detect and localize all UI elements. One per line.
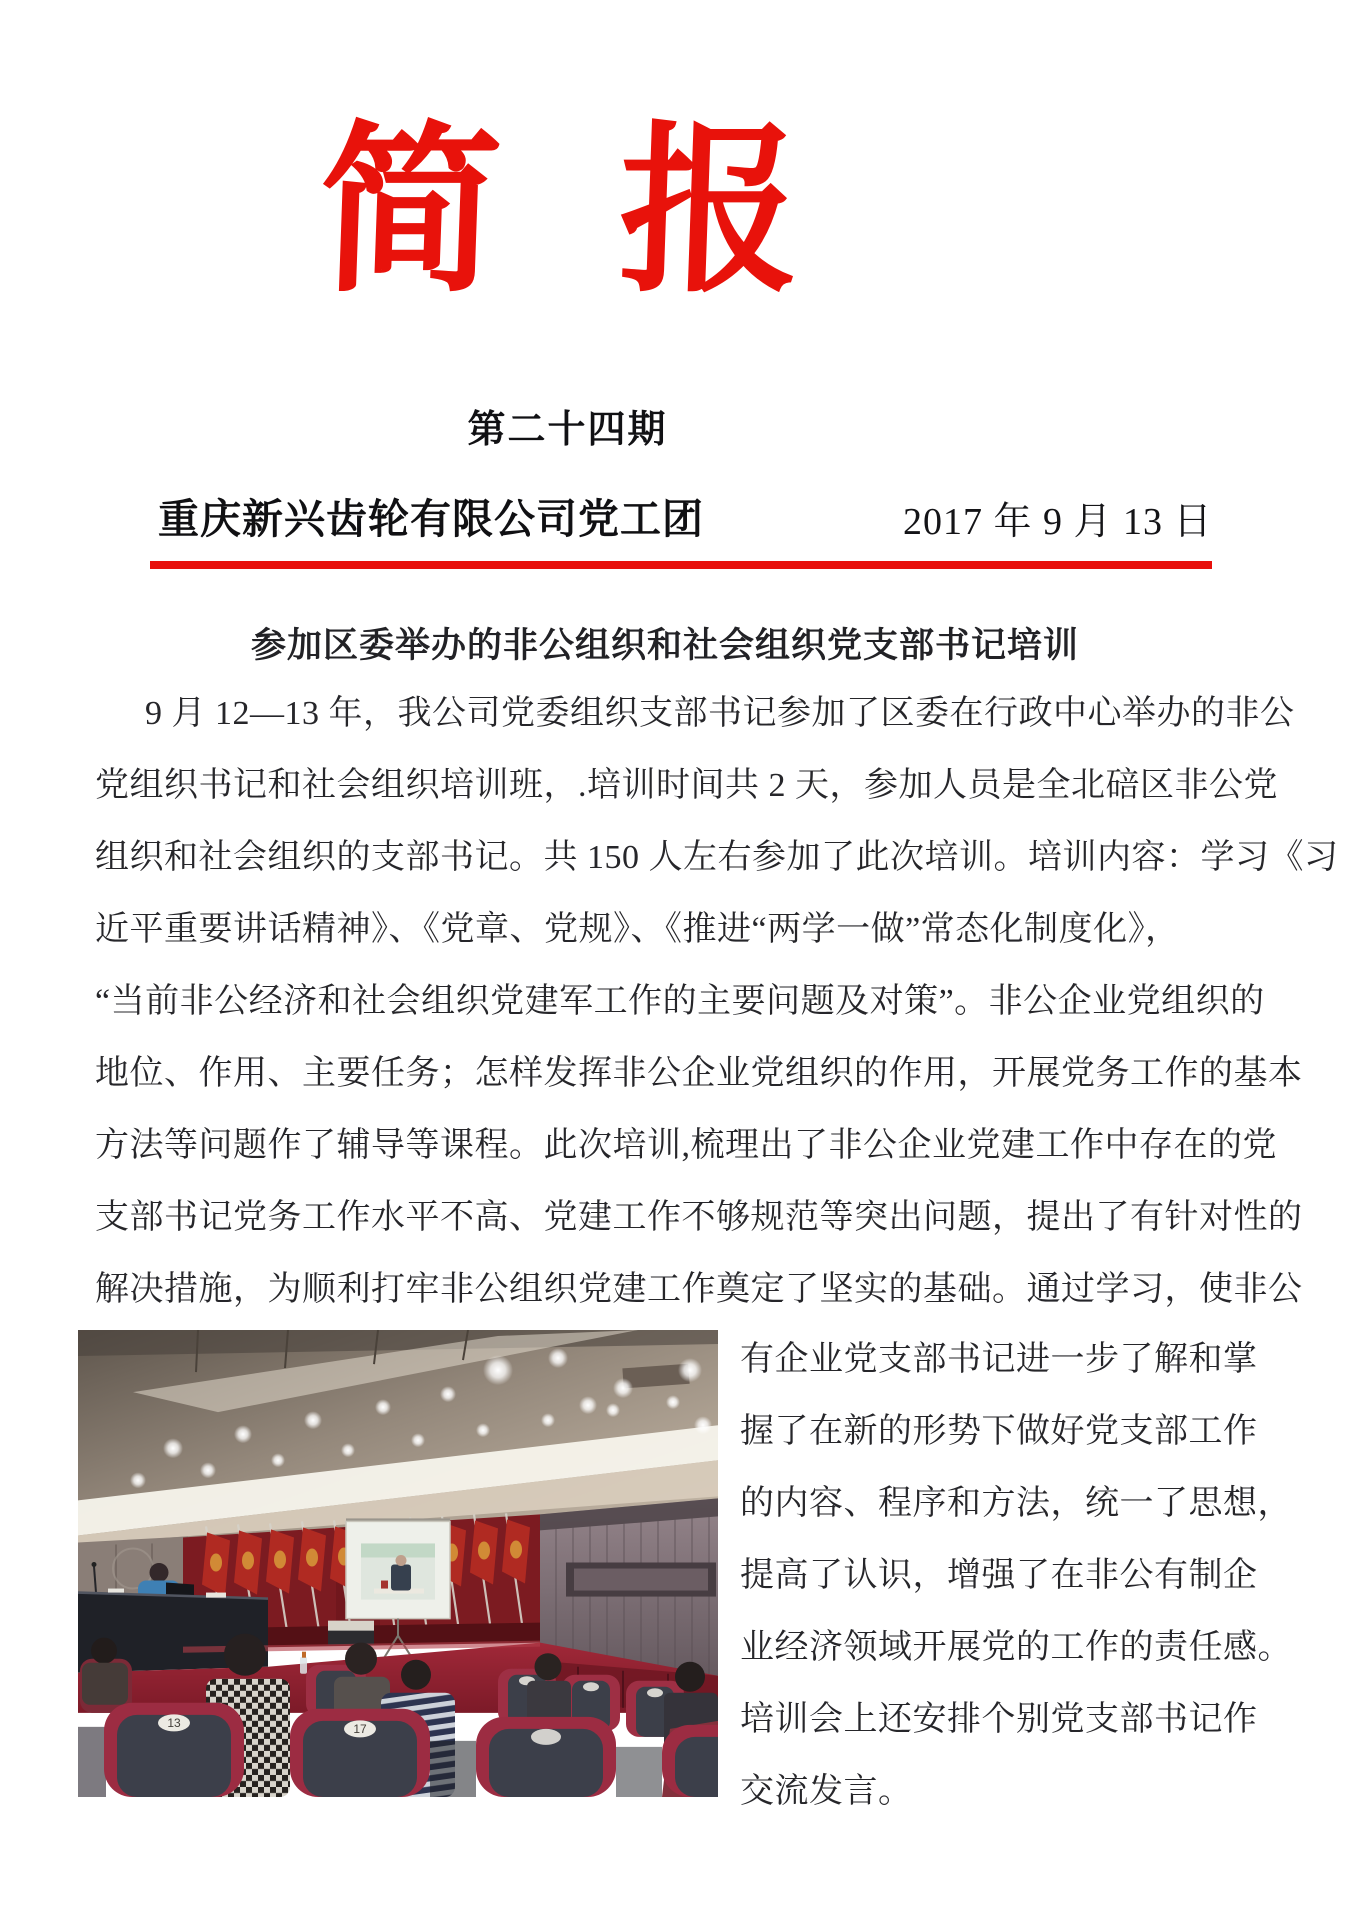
seat-unnumbered — [476, 1717, 616, 1797]
masthead-char-bao: 报 — [615, 113, 805, 314]
body-line: 业经济领域开展党的工作的责任感。 — [740, 1629, 1292, 1666]
body-line: 握了在新的形势下做好党支部工作 — [740, 1413, 1258, 1450]
body-line: 有企业党支部书记进一步了解和掌 — [740, 1341, 1258, 1378]
body-line: 9 月 12—13 年，我公司党委组织支部书记参加了区委在行政中心举办的非公 — [145, 695, 1295, 732]
publisher-name: 重庆新兴齿轮有限公司党工团 — [158, 496, 704, 542]
issue-number: 第二十四期 — [467, 409, 668, 451]
body-line: 解决措施，为顺利打牢非公组织党建工作奠定了坚实的基础。通过学习，使非公 — [95, 1271, 1303, 1308]
projector-cart — [328, 1621, 374, 1645]
body-line: 交流发言。 — [740, 1773, 913, 1810]
body-line: “当前非公经济和社会组织党建军工作的主要问题及对策”。非公企业党组织的 — [95, 983, 1265, 1020]
seat-partial-right — [662, 1725, 718, 1797]
article-body — [95, 678, 1339, 1326]
body-line: 提高了认识，增强了在非公有制企 — [740, 1557, 1258, 1594]
seat-13 — [104, 1703, 244, 1797]
red-divider-rule — [150, 561, 1212, 569]
article-body-wrap — [740, 1324, 1310, 1828]
body-line: 组织和社会组织的支部书记。共 150 人左右参加了此次培训。培训内容：学习《习 — [95, 839, 1339, 876]
masthead-char-jian: 简 — [315, 113, 505, 314]
publish-date: 2017 年 9 月 13 日 — [903, 501, 1213, 543]
masthead-title — [0, 113, 1120, 314]
body-line: 方法等问题作了辅导等课程。此次培训,梳理出了非公企业党建工作中存在的党 — [95, 1127, 1277, 1164]
seat-number-badge: 13 — [167, 1715, 181, 1730]
seat-number-badge: 17 — [353, 1721, 367, 1736]
conference-hall-photo — [78, 1330, 718, 1797]
article-title: 参加区委举办的非公组织和社会组织党支部书记培训 — [250, 626, 1079, 665]
body-line: 培训会上还安排个别党支部书记作 — [740, 1701, 1258, 1738]
body-line: 的内容、程序和方法，统一了思想， — [740, 1485, 1292, 1522]
seat-17 — [290, 1709, 430, 1797]
body-line: 近平重要讲话精神》、《党章、党规》、《推进“两学一做”常态化制度化》， — [95, 911, 1180, 948]
body-line: 支部书记党务工作水平不高、党建工作不够规范等突出问题，提出了有针对性的 — [95, 1199, 1303, 1236]
body-line: 地位、作用、主要任务；怎样发挥非公企业党组织的作用，开展党务工作的基本 — [95, 1055, 1303, 1092]
body-line: 党组织书记和社会组织培训班，.培训时间共 2 天，参加人员是全北碚区非公党 — [95, 767, 1278, 804]
